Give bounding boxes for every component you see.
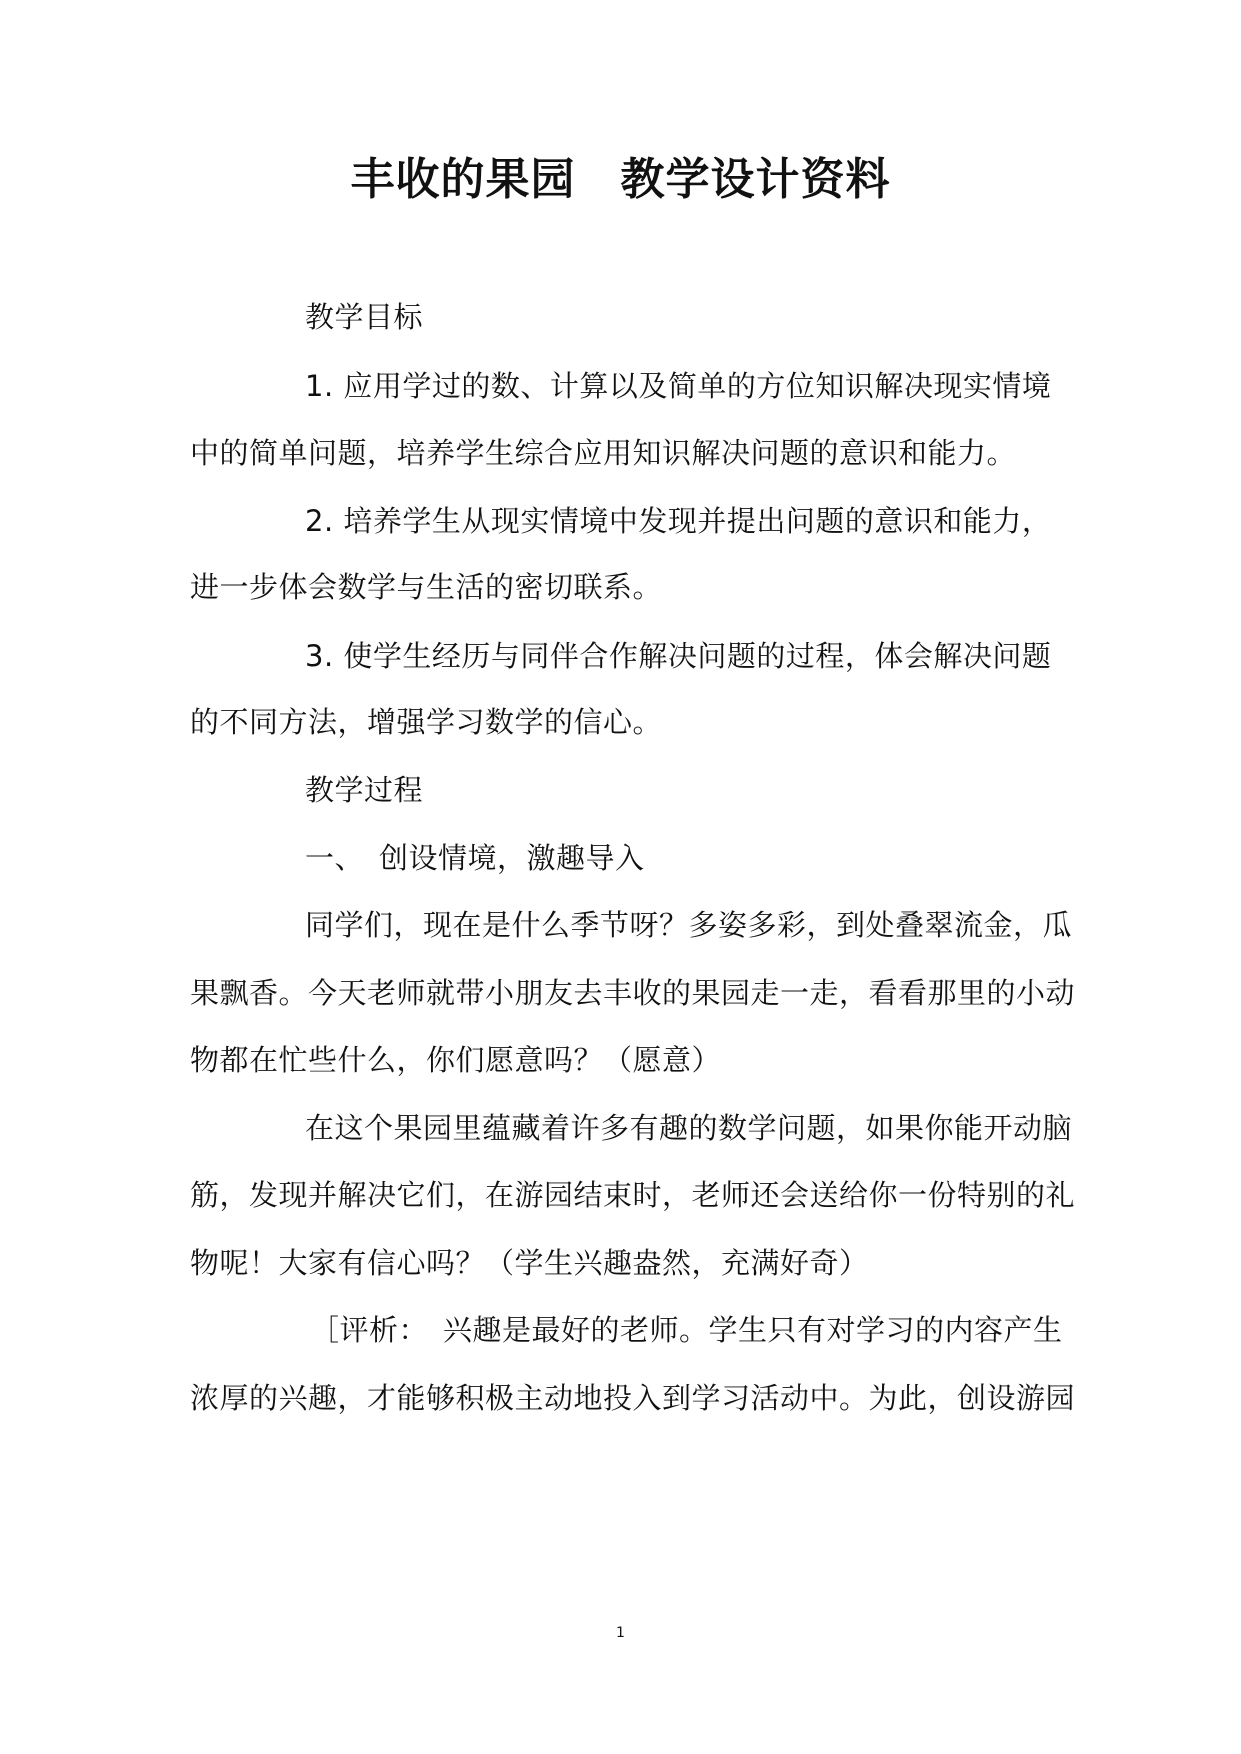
document-title: 丰收的果园 教学设计资料 xyxy=(350,154,891,205)
paragraph-1-line-3: 物都在忙些什么，你们愿意吗？（愿意） xyxy=(190,1043,722,1077)
objective-3-line-1: 3. 使学生经历与同伴合作解决问题的过程，体会解决问题 xyxy=(305,639,1052,673)
objective-2-line-2: 进一步体会数学与生活的密切联系。 xyxy=(190,570,663,604)
objective-3-line-2: 的不同方法，增强学习数学的信心。 xyxy=(190,705,663,739)
paragraph-1-line-1: 同学们，现在是什么季节呀？多姿多彩，到处叠翠流金，瓜 xyxy=(305,908,1073,942)
commentary-line-1: ［评析： 兴趣是最好的老师。学生只有对学习的内容产生 xyxy=(310,1313,1063,1347)
paragraph-2-line-2: 筋，发现并解决它们，在游园结束时，老师还会送给你一份特别的礼 xyxy=(190,1178,1076,1212)
objective-2-line-1: 2. 培养学生从现实情境中发现并提出问题的意识和能力， xyxy=(305,504,1052,538)
subsection-heading-1: 一、 创设情境，激趣导入 xyxy=(305,841,645,875)
objective-1-line-2: 中的简单问题，培养学生综合应用知识解决问题的意识和能力。 xyxy=(190,436,1017,470)
objective-1-line-1: 1. 应用学过的数、计算以及简单的方位知识解决现实情境 xyxy=(305,369,1052,403)
commentary-line-2: 浓厚的兴趣，才能够积极主动地投入到学习活动中。为此，创设游园 xyxy=(190,1381,1076,1415)
paragraph-2-line-3: 物呢！大家有信心吗？（学生兴趣盎然，充满好奇） xyxy=(190,1246,869,1280)
paragraph-2-line-1: 在这个果园里蕴藏着许多有趣的数学问题，如果你能开动脑 xyxy=(305,1111,1073,1145)
section-heading-objectives: 教学目标 xyxy=(305,300,424,334)
section-heading-process: 教学过程 xyxy=(305,773,424,807)
paragraph-1-line-2: 果飘香。今天老师就带小朋友去丰收的果园走一走，看看那里的小动 xyxy=(190,976,1076,1010)
page-number: 1 xyxy=(616,1625,625,1641)
